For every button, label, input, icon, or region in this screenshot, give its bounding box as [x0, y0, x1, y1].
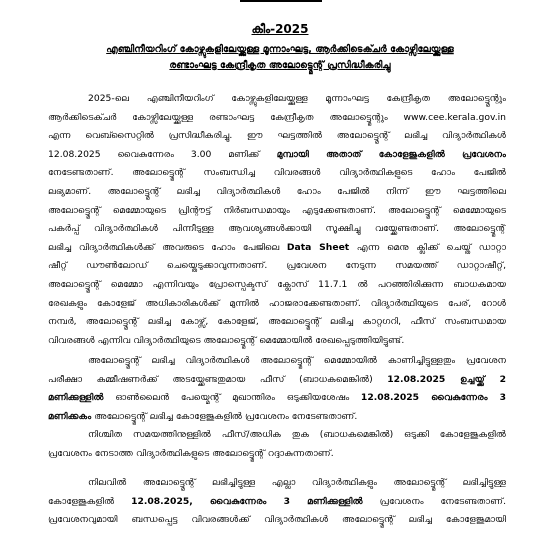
text-line	[48, 371, 506, 390]
text-line: അലോട്ട്മെന്റ് മെമ്മോ എന്നിവയും പ്രോസ്പെക്ടസ് ക്ലോസ് 11.7.1 ൽ പറഞ്ഞിരിക്കുന്ന ബാധകമായ	[48, 278, 506, 290]
text-line: നേടേണ്ടതാണ്. അലോട്ട്മെന്റ് സംബന്ധിച്ച വിവരങ്ങൾ വിദ്യാർത്ഥികളുടെ ഹോം പേജിൽ	[48, 167, 506, 179]
header-rule	[240, 0, 322, 6]
text-segment: അലോട്ട്മെന്റ് ലഭിച്ച കോളേജുകളിൽ പ്രവേശനം നേടേണ്ടതാണ്.	[91, 410, 358, 422]
text-line	[48, 493, 506, 512]
text-line: എന്ന വെബ്സൈറ്റിൽ പ്രസിദ്ധീകരിച്ചു. ഈ ഘട്ടത്തിൽ അലോട്ട്മെന്റ് ലഭിച്ച വിദ്യാർത്ഥികൾ	[48, 130, 506, 142]
text-line: നിശ്ചിത സമയത്തിനുള്ളിൽ ഫീസ്/അധിക തുക (ബാധകമെങ്കിൽ) ഒടുക്കി കോളേജുകളിൽ	[88, 429, 506, 440]
text-line: അലോട്ട്മെന്റ് ലഭിച്ച വിദ്യാർത്ഥികൾ അലോട്ട്മെന്റ് മെമ്മോയിൽ കാണിച്ചിട്ടുള്ളതും പ്രവേശന	[88, 355, 506, 366]
text-line: രേഖകളും കോളേജ് അധികാരികൾക്ക് മുന്നിൽ ഹാജരാക്കേണ്ടതാണ്. വിദ്യാർത്ഥിയുടെ പേര്, റോൾ	[48, 297, 506, 309]
text-line: ആർക്കിടെക്ചർ കോഴ്സിലേയ്ക്കുള്ള രണ്ടാംഘട്ട കേന്ദ്രീകൃത അലോട്ട്മെന്റും www.cee.kerala.gov.in	[48, 111, 506, 123]
emphasis-text: മുമ്പായി അതാത് കോളേജുകളിൽ പ്രവേശനം	[259, 148, 506, 160]
text-line	[48, 239, 506, 258]
text-line: നമ്പർ, അലോട്ട്മെന്റ് ലഭിച്ച കോഴ്സ്, കോളേജ്, അലോട്ട്മെന്റ് ലഭിച്ച കാറ്റഗറി, ഫീസ് സംബന്ധമായ	[48, 316, 506, 328]
text-segment: ഓൺലൈൻ പേയ്മെന്റ് മുഖാന്തിരം ഒടുക്കിയശേഷം	[103, 392, 361, 404]
text-segment: 12.08.2025 വൈകുന്നേരം 3.00 മണിക്ക്	[48, 148, 260, 160]
text-line: പ്രവേശനം നേടാത്ത വിദ്യാർത്ഥികളുടെ അലോട്ട്മെന്റ് റദ്ദാകുന്നതാണ്.	[48, 447, 334, 459]
text-line: അലോട്ട്മെന്റ് മെമ്മോയുടെ പ്രിന്റൗട്ട് നിർബന്ധമായും എടുക്കേണ്ടതാണ്. അലോട്ട്മെന്റ് മെമ്മോയുടെ	[48, 204, 506, 216]
document-title-line-1: എഞ്ചിനീയറിംഗ് കോഴ്സുകളിലേയ്ക്കുള്ള മൂന്നാംഘട്ട, ആർക്കിടെക്ചർ കോഴ്സിലേയ്ക്കുള്ള	[106, 44, 454, 55]
emphasis-text: 12.08.2025 വൈകുന്നേരം 3	[360, 392, 506, 404]
text-segment: എന്ന മെനു ക്ലിക്ക് ചെയ്ത് ഡാറ്റാ	[349, 241, 506, 253]
text-line: നിലവിൽ അലോട്ട്മെന്റ് ലഭിച്ചിട്ടുള്ള എല്ലാ വിദ്യാർത്ഥികളും അലോട്ട്മെന്റ് ലഭിച്ചിട്ടുള്ള	[88, 477, 506, 488]
text-line	[48, 408, 506, 427]
text-segment: പ്രവേശനം നേടേണ്ടതാണ്.	[362, 495, 506, 507]
text-line: പ്രവേശനവുമായി ബന്ധപ്പെട്ട വിവരങ്ങൾക്ക് വിദ്യാർത്ഥികൾ അലോട്ട്മെന്റ് ലഭിച്ച കോളേജുമായി	[48, 514, 506, 526]
emphasis-text: മണിക്കകം	[48, 410, 92, 422]
paragraph-admission-deadline	[48, 474, 506, 530]
text-line: ഷീറ്റ് ഡൗൺലോഡ് ചെയ്തെടുക്കാവുന്നതാണ്. പ്രവേശന നേടുന്ന സമയത്ത് ഡാറ്റാഷീറ്റ്,	[48, 260, 506, 272]
emphasis-text: മണിക്കുള്ളിൽ	[48, 392, 104, 404]
document-title-line-2: രണ്ടാംഘട്ട കേന്ദ്രീകൃത അലോട്ട്മെന്റ് പ്രസിദ്ധീകരിച്ചു	[169, 60, 391, 71]
text-line: പകർപ്പ് വിദ്യാർത്ഥികൾ പിന്നീടുള്ള ആവശ്യങ്ങൾക്കായി സൂക്ഷിച്ചു വയ്ക്കേണ്ടതാണ്. അലോട്ട്മെന്റ്	[48, 223, 506, 235]
text-line: ലഭ്യമാണ്. അലോട്ട്മെന്റ് ലഭിച്ച വിദ്യാർത്ഥികൾ ഹോം പേജിൽ നിന്ന് ഈ ഘട്ടത്തിലെ	[48, 185, 506, 197]
paragraph-allotment-published	[48, 90, 506, 350]
emphasis-text: 12.08.2025, വൈകുന്നേരം 3 മണിക്കുള്ളിൽ	[131, 495, 363, 507]
text-line: 2025-ലെ എഞ്ചിനീയറിംഗ് കോഴ്സുകളിലേയ്ക്കുള്ള മൂന്നാംഘട്ട കേന്ദ്രീകൃത അലോട്ട്മെന്റും	[88, 93, 506, 104]
text-line	[48, 389, 506, 408]
paragraph-fee-payment	[48, 352, 506, 426]
text-line: വിവരങ്ങൾ എന്നിവ വിദ്യാർത്ഥിയുടെ അലോട്ട്മെന്റ് മെമ്മോയിൽ രേഖപ്പെടുത്തിയിട്ടുണ്ട്.	[48, 334, 405, 346]
emphasis-text: 12.08.2025 ഉച്ചയ്ക്ക് 2	[387, 373, 506, 385]
text-segment: ലഭിച്ച വിദ്യാർത്ഥികൾക്ക് അവരുടെ ഹോം പേജിലെ	[48, 241, 287, 253]
text-line	[48, 146, 506, 165]
paragraph-cancellation	[48, 426, 506, 463]
text-segment: കോളേജുകളിൽ	[48, 495, 132, 507]
document-reference: കീം-2025	[251, 22, 309, 36]
emphasis-text: Data Sheet	[286, 241, 350, 253]
text-segment: പരീക്ഷാ കമ്മീഷണർക്ക് അടയ്ക്കേണ്ടതുമായ ഫീസ് (ബാധകമെങ്കിൽ)	[48, 373, 388, 385]
